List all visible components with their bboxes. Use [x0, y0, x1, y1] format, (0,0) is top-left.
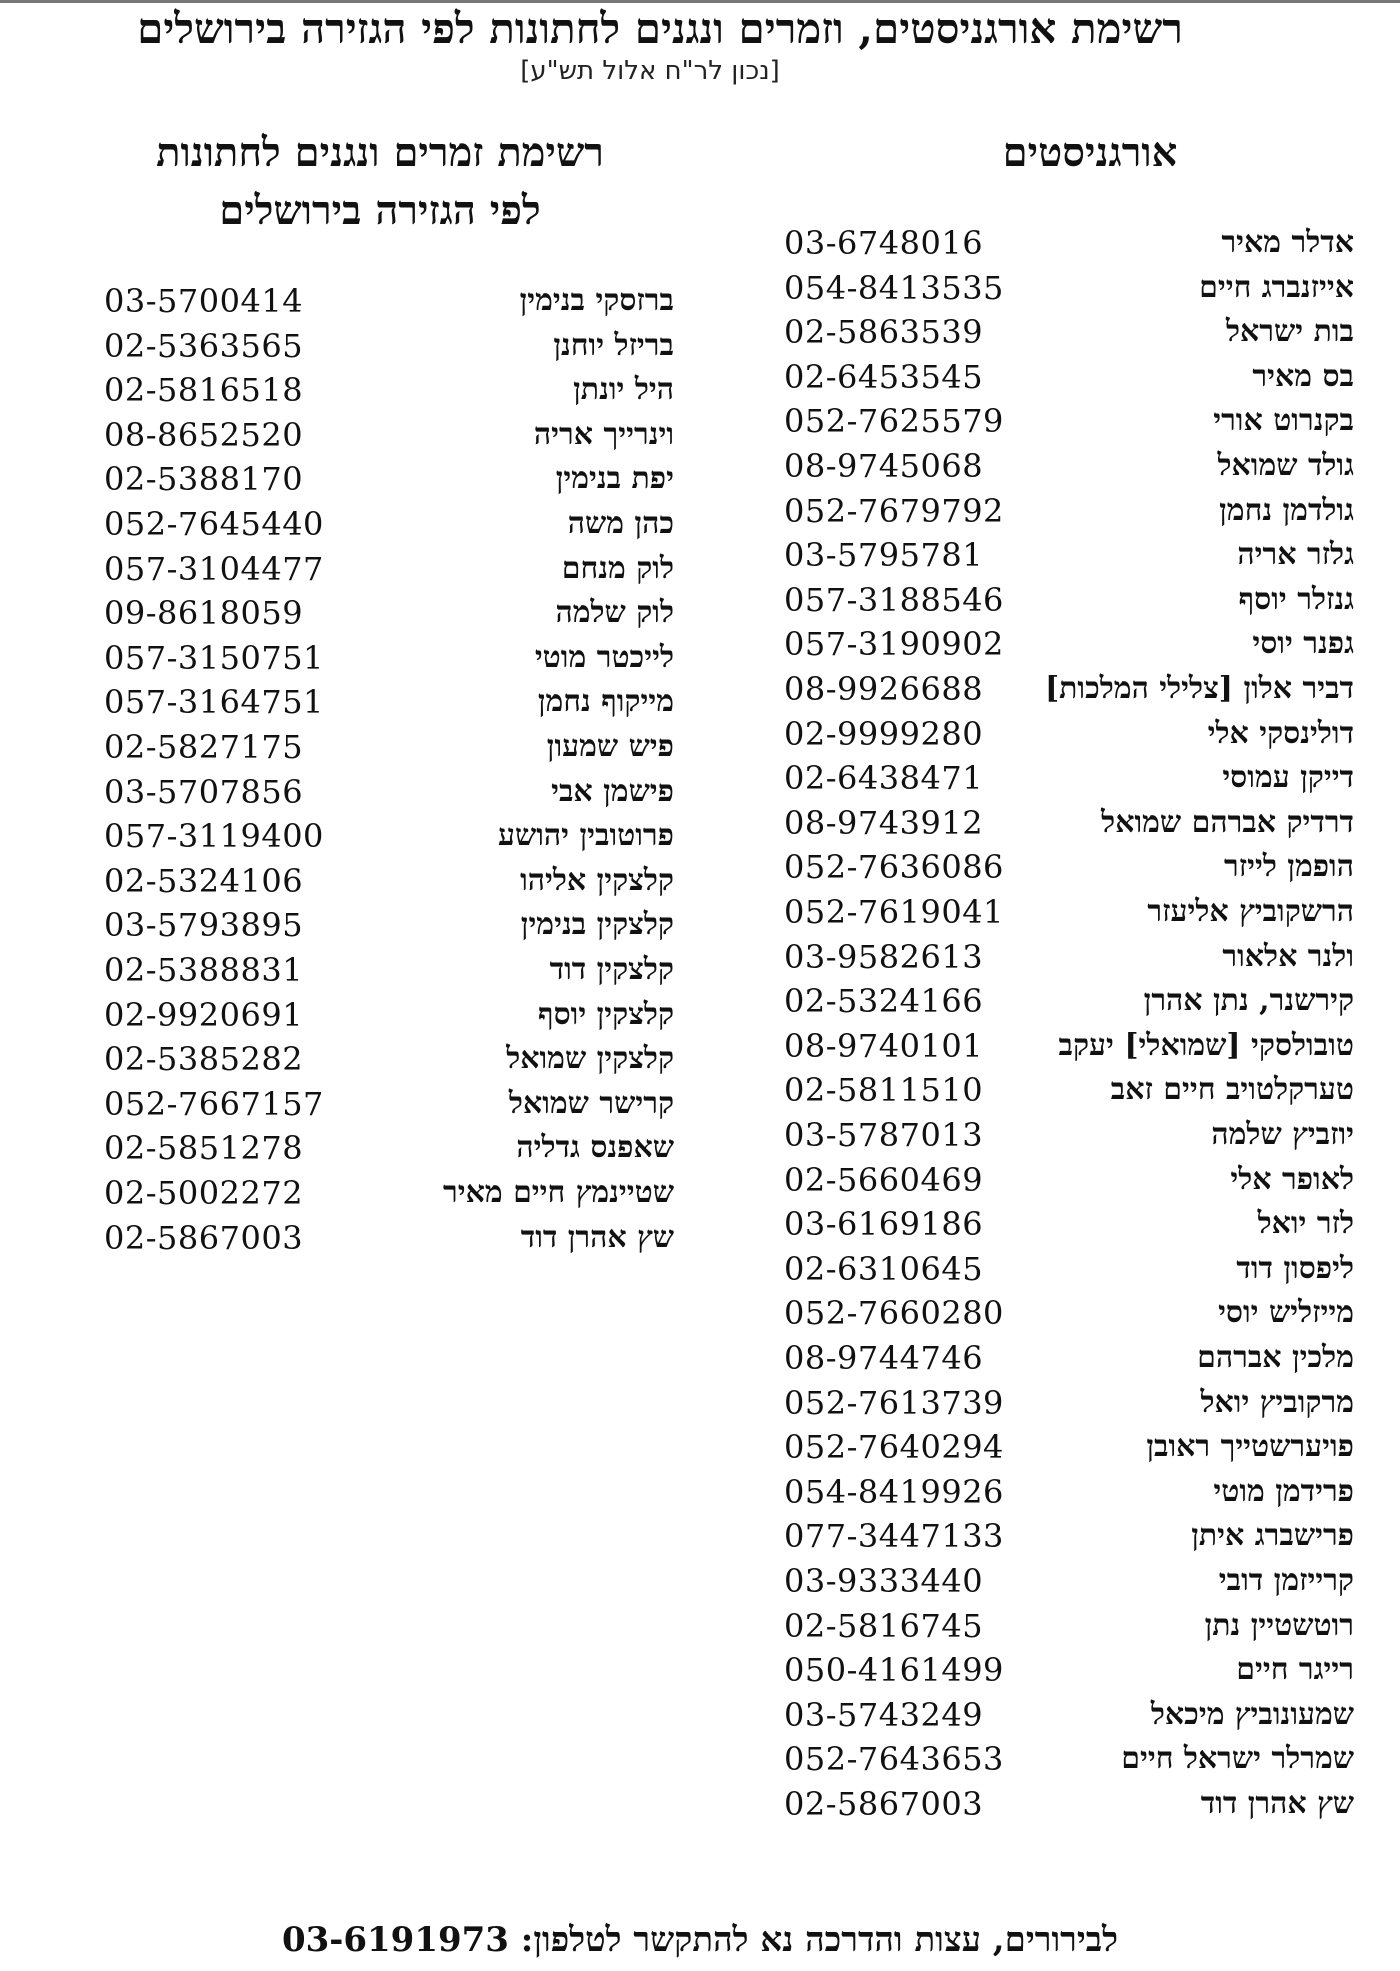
- organist-row: [784, 1427, 1354, 1467]
- contact-name: קרייזמן דובי: [1218, 1563, 1354, 1598]
- contact-name: גולד שמואל: [1217, 448, 1354, 483]
- organist-row: [784, 1383, 1354, 1423]
- contact-phone: 054-8413535: [784, 268, 1004, 307]
- footer-contact: לבירורים, עצות והדרכה נא להתקשר לטלפון: 03-6191973: [281, 1920, 1119, 1960]
- organist-row: [784, 1650, 1354, 1690]
- contact-phone: 057-3190902: [784, 625, 1004, 664]
- organist-row: [784, 1695, 1354, 1735]
- contact-name: מלכין אברהם: [1197, 1340, 1354, 1375]
- contact-name: קלצקין שמואל: [506, 1041, 674, 1077]
- organist-row: [784, 223, 1354, 263]
- contact-phone: 02-6438471: [784, 759, 984, 798]
- singer-row: [104, 459, 674, 499]
- contact-name: לוק שלמה: [555, 595, 674, 631]
- contact-phone: 03-6748016: [784, 224, 984, 262]
- contact-phone: 02-5324166: [784, 982, 984, 1021]
- contact-name: שאפנס גדליה: [516, 1130, 674, 1166]
- contact-name: כהן משה: [567, 506, 674, 541]
- organist-row: [784, 446, 1354, 486]
- contact-phone: 057-3150751: [104, 638, 324, 677]
- organist-row: [784, 981, 1354, 1021]
- contact-phone: 02-5863539: [784, 313, 984, 352]
- contact-name: בס מאיר: [1252, 358, 1354, 394]
- contact-phone: 052-7679792: [784, 491, 1004, 530]
- contact-name: פישמן אבי: [551, 773, 674, 809]
- organist-row: [784, 937, 1354, 977]
- singer-row: [104, 1084, 674, 1124]
- contact-phone: 02-5388831: [104, 951, 304, 989]
- contact-name: פויערשטייך ראובן: [1146, 1429, 1354, 1465]
- contact-phone: 052-7667157: [104, 1084, 324, 1123]
- singer-row: [104, 1128, 674, 1168]
- contact-name: גלזר אריה: [1237, 537, 1354, 573]
- contact-phone: 02-6310645: [784, 1249, 984, 1288]
- contact-phone: 03-5787013: [784, 1116, 984, 1154]
- contact-name: שטיינמץ חיים מאיר: [442, 1175, 674, 1210]
- singer-row: [104, 816, 674, 856]
- contact-phone: 08-9744746: [784, 1339, 984, 1377]
- contact-phone: 02-5867003: [784, 1785, 984, 1823]
- contact-name: יוזביץ שלמה: [1211, 1117, 1354, 1152]
- singer-row: [104, 549, 674, 589]
- singer-row: [104, 995, 674, 1035]
- contact-phone: 052-7613739: [784, 1383, 1004, 1422]
- singer-row: [104, 682, 674, 722]
- contact-phone: 052-7619041: [784, 893, 1004, 931]
- organist-row: [784, 1784, 1354, 1824]
- contact-name: גפנר יוסי: [1252, 626, 1354, 662]
- contact-phone: 02-9920691: [104, 995, 304, 1034]
- contact-name: וינרייך אריה: [533, 416, 674, 452]
- contact-phone: 057-3104477: [104, 549, 324, 588]
- singer-row: [104, 1039, 674, 1079]
- contact-name: שץ אהרן דוד: [1200, 1786, 1354, 1821]
- contact-phone: 057-3164751: [104, 683, 324, 722]
- contact-name: דייקן עמוסי: [1222, 760, 1354, 796]
- singer-row: [104, 950, 674, 990]
- contact-phone: 03-9333440: [784, 1562, 984, 1600]
- contact-phone: 08-9743912: [784, 803, 984, 842]
- organist-row: [784, 892, 1354, 932]
- organist-row: [784, 1293, 1354, 1333]
- singer-row: [104, 861, 674, 901]
- contact-name: שמרלר ישראל חיים: [1121, 1741, 1354, 1777]
- contact-phone: 02-6453545: [784, 357, 984, 396]
- contact-name: דולינסקי אלי: [1207, 715, 1354, 751]
- contact-phone: 077-3447133: [784, 1517, 1004, 1556]
- top-border: [0, 0, 1400, 3]
- contact-phone: 052-7636086: [784, 848, 1004, 887]
- organist-row: [784, 803, 1354, 843]
- contact-name: טובולסקי [שמואלי] יעקב: [1058, 1027, 1354, 1063]
- contact-phone: 052-7625579: [784, 402, 1004, 441]
- contact-name: פיש שמעון: [546, 729, 674, 764]
- contact-name: לוק מנחם: [561, 550, 674, 586]
- contact-name: אייזנברג חיים: [1199, 269, 1354, 305]
- contact-phone: 02-5363565: [104, 326, 304, 365]
- contact-name: לייכטר מוטי: [534, 639, 674, 675]
- contact-phone: 03-5793895: [104, 906, 304, 945]
- contact-phone: 02-5002272: [104, 1174, 304, 1212]
- contact-phone: 057-3119400: [104, 817, 324, 856]
- contact-phone: 052-7660280: [784, 1294, 1004, 1333]
- contact-name: קלצקין אליהו: [520, 862, 674, 898]
- organist-row: [784, 669, 1354, 709]
- contact-phone: 03-5743249: [784, 1695, 984, 1734]
- singer-row: [104, 504, 674, 544]
- organist-row: [784, 1561, 1354, 1601]
- contact-name: בקנרוט אורי: [1213, 403, 1354, 439]
- contact-name: רוטשטיין נתן: [1204, 1607, 1354, 1643]
- contact-name: ליפסון דוד: [1236, 1250, 1354, 1286]
- contact-name: דרדיק אברהם שמואל: [1101, 804, 1354, 840]
- contact-phone: 054-8419926: [784, 1472, 1004, 1511]
- contact-phone: 02-5867003: [104, 1218, 304, 1257]
- contact-phone: 03-5700414: [104, 282, 304, 320]
- contact-name: דביר אלון [צלילי המלכות]: [1044, 671, 1354, 706]
- contact-phone: 08-9740101: [784, 1026, 984, 1065]
- contact-name: ולנר אלאור: [1222, 938, 1354, 974]
- contact-phone: 02-5851278: [104, 1129, 304, 1168]
- page-title: רשימת אורגניסטים, וזמרים ונגנים לחתונות לפי הגזירה בירושלים: [137, 4, 1183, 53]
- contact-phone: 09-8618059: [104, 594, 304, 633]
- singer-row: [104, 1173, 674, 1213]
- organist-row: [784, 714, 1354, 754]
- organist-row: [784, 1070, 1354, 1110]
- contact-name: רייגר חיים: [1236, 1652, 1354, 1688]
- organist-row: [784, 758, 1354, 798]
- contact-name: בריזל יוחנן: [553, 327, 674, 363]
- contact-name: קלצקין בנימין: [520, 907, 674, 943]
- contact-name: גנזלר יוסף: [1238, 581, 1354, 617]
- contact-phone: 052-7643653: [784, 1740, 1004, 1779]
- contact-name: לאופר אלי: [1230, 1161, 1354, 1197]
- contact-name: שץ אהרן דוד: [520, 1219, 674, 1255]
- organist-row: [784, 1472, 1354, 1512]
- contact-phone: 052-7640294: [784, 1428, 1004, 1467]
- singer-row: [104, 370, 674, 410]
- contact-name: קלצקין יוסף: [538, 996, 674, 1032]
- contact-name: טערקלטויב חיים זאב: [1110, 1072, 1354, 1108]
- contact-name: פרידמן מוטי: [1213, 1473, 1354, 1509]
- contact-name: אדלר מאיר: [1221, 225, 1354, 260]
- contact-name: פרוטובין יהושע: [498, 818, 674, 854]
- organist-row: [784, 1204, 1354, 1244]
- contact-name: ברזסקי בנימין: [519, 283, 674, 318]
- organist-row: [784, 535, 1354, 575]
- organist-row: [784, 847, 1354, 887]
- organist-row: [784, 312, 1354, 352]
- contact-name: מייקוף נחמן: [537, 684, 674, 720]
- contact-phone: 02-9999280: [784, 714, 984, 753]
- contact-phone: 02-5811510: [784, 1071, 984, 1110]
- contact-phone: 02-5816518: [104, 371, 304, 410]
- singer-row: [104, 1218, 674, 1258]
- singer-row: [104, 638, 674, 678]
- contact-phone: 03-9582613: [784, 937, 984, 976]
- singer-row: [104, 326, 674, 366]
- organist-row: [784, 624, 1354, 664]
- singer-row: [104, 415, 674, 455]
- contact-name: בות ישראל: [1225, 314, 1354, 350]
- contact-phone: 08-9926688: [784, 670, 984, 708]
- singer-row: [104, 727, 674, 767]
- organist-row: [784, 580, 1354, 620]
- contact-phone: 02-5385282: [104, 1040, 304, 1079]
- contact-phone: 02-5388170: [104, 460, 304, 499]
- singers-header-line2: לפי הגזירה בירושלים: [219, 187, 541, 234]
- singer-row: [104, 772, 674, 812]
- contact-name: גולדמן נחמן: [1219, 492, 1354, 528]
- organist-row: [784, 1026, 1354, 1066]
- organist-row: [784, 268, 1354, 308]
- contact-phone: 08-9745068: [784, 447, 984, 485]
- contact-phone: 050-4161499: [784, 1651, 1004, 1690]
- organist-row: [784, 1516, 1354, 1556]
- organist-row: [784, 1160, 1354, 1200]
- organist-row: [784, 1606, 1354, 1646]
- contact-name: קירשנר, נתן אהרן: [1143, 983, 1354, 1019]
- organists-header: אורגניסטים: [1002, 129, 1178, 176]
- singers-header-line1: רשימת זמרים ונגנים לחתונות: [156, 129, 604, 176]
- contact-name: יפת בנימין: [555, 461, 674, 497]
- organist-row: [784, 357, 1354, 397]
- contact-name: קרישר שמואל: [508, 1085, 674, 1121]
- page-subtitle: [נכון לר"ח אלול תש"ע]: [520, 56, 780, 86]
- contact-name: לזר יואל: [1257, 1206, 1354, 1242]
- organist-row: [784, 1739, 1354, 1779]
- singer-row: [104, 593, 674, 633]
- contact-name: קלצקין דוד: [549, 952, 674, 987]
- contact-phone: 08-8652520: [104, 415, 304, 454]
- singer-row: [104, 905, 674, 945]
- contact-phone: 02-5816745: [784, 1606, 984, 1645]
- contact-phone: 02-5660469: [784, 1160, 984, 1199]
- organist-row: [784, 1249, 1354, 1289]
- organist-row: [784, 491, 1354, 531]
- contact-name: פרישברג איתן: [1191, 1518, 1354, 1554]
- organist-row: [784, 1338, 1354, 1378]
- contact-phone: 03-5795781: [784, 536, 984, 575]
- singers-header: [90, 124, 670, 240]
- organist-row: [784, 401, 1354, 441]
- contact-phone: 02-5324106: [104, 861, 304, 900]
- contact-name: שמעונוביץ מיכאל: [1150, 1696, 1354, 1732]
- singer-row: [104, 281, 674, 321]
- contact-phone: 052-7645440: [104, 505, 324, 543]
- organist-row: [784, 1115, 1354, 1155]
- contact-phone: 03-6169186: [784, 1205, 984, 1244]
- contact-name: מרקוביץ יואל: [1200, 1384, 1354, 1420]
- contact-name: היל יונתן: [573, 372, 674, 408]
- contact-name: הופמן לייזר: [1224, 849, 1354, 885]
- contact-name: הרשקוביץ אליעזר: [1147, 894, 1354, 929]
- contact-phone: 057-3188546: [784, 580, 1004, 619]
- contact-phone: 02-5827175: [104, 728, 304, 766]
- contact-name: מייזליש יוסי: [1218, 1295, 1354, 1331]
- contact-phone: 03-5707856: [104, 772, 304, 811]
